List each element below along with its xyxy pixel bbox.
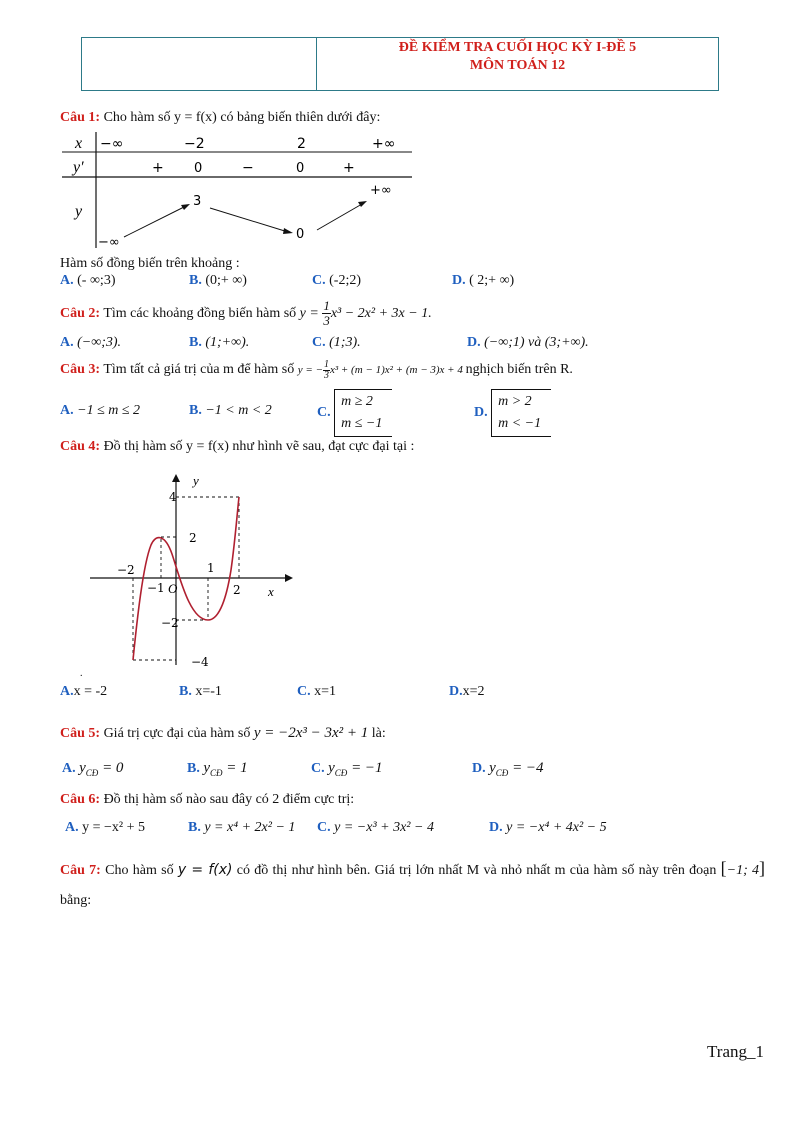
q4-dot: . xyxy=(80,668,83,679)
table-y-value: 3 xyxy=(193,194,202,209)
q2-option-a[interactable]: A. (−∞;3). xyxy=(60,335,122,350)
q6-option-a[interactable]: A. y = −x² + 5 xyxy=(65,820,146,835)
table-sign: + xyxy=(152,160,164,176)
function-graph xyxy=(85,470,300,670)
q2-label: Câu 2: xyxy=(60,306,101,321)
graph-label: −2 xyxy=(161,616,179,630)
q2-option-d[interactable]: D. (−∞;1) và (3;+∞). xyxy=(467,335,589,350)
q3-option-c[interactable]: C. m ≥ 2 m ≤ −1 xyxy=(317,389,392,437)
q3-function: y = − $\frac{1}{3}$ x³ + (m − 1)x² + (m − 3)x + 4 xyxy=(297,358,463,381)
q5-suffix: là: xyxy=(371,726,386,741)
q6-label: Câu 6: xyxy=(60,792,101,807)
variation-table xyxy=(62,130,412,250)
q6-stem xyxy=(60,792,354,808)
graph-origin-label: O xyxy=(168,581,178,596)
table-sign: 0 xyxy=(194,161,203,176)
table-x-value: 2 xyxy=(297,136,306,152)
q1-option-c[interactable]: C. (-2;2) xyxy=(312,273,362,288)
table-y-value: 0 xyxy=(296,227,305,242)
graph-axis-x-label: x xyxy=(268,584,274,599)
q5-option-a[interactable]: A. $y_{CĐ} = 0$ xyxy=(62,760,124,778)
q6-option-d[interactable]: D. y = −x⁴ + 4x² − 5 xyxy=(489,820,607,835)
q2-text: Tìm các khoảng đồng biến hàm số xyxy=(103,306,297,321)
header-box xyxy=(81,37,719,91)
graph-label: 4 xyxy=(169,490,177,504)
table-y-value: +∞ xyxy=(370,183,392,198)
q6-option-c[interactable]: C. y = −x³ + 3x² − 4 xyxy=(317,820,434,835)
table-sign: − xyxy=(242,160,254,176)
q4-option-b[interactable]: B. x=-1 xyxy=(179,684,222,699)
q2-stem xyxy=(60,297,432,331)
table-x-value: +∞ xyxy=(372,136,396,152)
q3-option-d[interactable]: D. m > 2 m < −1 xyxy=(474,389,551,437)
table-sign: + xyxy=(343,160,355,176)
q6-text: Đồ thị hàm số nào sau đây có 2 điểm cực trị: xyxy=(103,792,355,807)
table-y-header: y xyxy=(75,203,83,220)
q3-suffix: nghịch biến trên R. xyxy=(465,362,573,377)
q5-option-d[interactable]: D. $y_{CĐ} = -4$ xyxy=(472,760,544,778)
table-x-value: −2 xyxy=(184,136,205,152)
q4-option-a[interactable]: A.x = -2 xyxy=(60,684,108,699)
q5-stem xyxy=(60,725,386,742)
q7-function: y = f(x) xyxy=(177,862,233,878)
graph-label: 1 xyxy=(207,561,215,575)
q3-label: Câu 3: xyxy=(60,362,101,377)
q1-option-a[interactable]: A. (- ∞;3) xyxy=(60,273,116,288)
graph-label: −2 xyxy=(117,563,135,577)
q7-interval: −1; 4 xyxy=(726,863,760,878)
table-y-value: −∞ xyxy=(98,235,120,250)
graph-axis-y-label: y xyxy=(193,473,199,488)
table-x-value: −∞ xyxy=(100,136,124,152)
table-sign: 0 xyxy=(296,161,305,176)
q7-label: Câu 7: xyxy=(60,863,101,878)
q4-option-d[interactable]: D.x=2 xyxy=(449,684,485,699)
q4-option-c[interactable]: C. x=1 xyxy=(297,684,337,699)
q5-function: y = −2x³ − 3x² + 1 xyxy=(253,725,369,741)
q3-option-b[interactable]: B. −1 < m < 2 xyxy=(189,403,272,418)
q5-option-c[interactable]: C. $y_{CĐ} = -1$ xyxy=(311,760,383,778)
q4-stem xyxy=(60,439,414,455)
table-yprime-header: y′ xyxy=(73,159,84,176)
q1-text: Cho hàm số y = f(x) có bảng biến thiên dưới đây: xyxy=(103,110,381,125)
q7-stem: Câu 7: Cho hàm số y = f(x) có đồ thị như hình bên. Giá trị lớn nhất M và nhỏ nhất m của hàm số này trên đoạn [−1; 4] bằng: xyxy=(60,858,766,908)
q3-option-a[interactable]: A. −1 ≤ m ≤ 2 xyxy=(60,403,141,418)
q1-label: Câu 1: xyxy=(60,110,101,125)
graph-label: 2 xyxy=(233,583,241,597)
page-number: Trang_1 xyxy=(707,1042,764,1061)
q2-option-c[interactable]: C. (1;3). xyxy=(312,335,361,350)
q3-text: Tìm tất cả giá trị của m để hàm số xyxy=(103,362,295,377)
q5-option-b[interactable]: B. $y_{CĐ} = 1$ xyxy=(187,760,248,778)
q1-prompt: Hàm số đồng biến trên khoảng : xyxy=(60,256,240,271)
q1-stem xyxy=(60,110,380,126)
q5-text: Giá trị cực đại của hàm số xyxy=(103,726,251,741)
q3-stem xyxy=(60,355,573,385)
exam-subject: MÔN TOÁN 12 xyxy=(469,58,566,73)
q2-option-b[interactable]: B. (1;+∞). xyxy=(189,335,250,350)
q1-option-b[interactable]: B. (0;+ ∞) xyxy=(189,273,247,288)
exam-title: ĐỀ KIỂM TRA CUỐI HỌC KỲ I-ĐỀ 5 xyxy=(398,40,637,55)
table-x-header: x xyxy=(75,135,83,152)
q4-label: Câu 4: xyxy=(60,439,101,454)
q4-text: Đồ thị hàm số y = f(x) như hình vẽ sau, đạt cực đại tại : xyxy=(103,439,415,454)
graph-label: −4 xyxy=(191,655,209,669)
q5-label: Câu 5: xyxy=(60,726,101,741)
graph-label: 2 xyxy=(189,531,197,545)
graph-label: −1 xyxy=(147,581,165,595)
q1-option-d[interactable]: D. ( 2;+ ∞) xyxy=(452,273,515,288)
q6-option-b[interactable]: B. y = x⁴ + 2x² − 1 xyxy=(188,820,296,835)
q2-function: y = $\frac{1}{3}$ x³ − 2x² + 3x − 1. xyxy=(299,298,432,329)
